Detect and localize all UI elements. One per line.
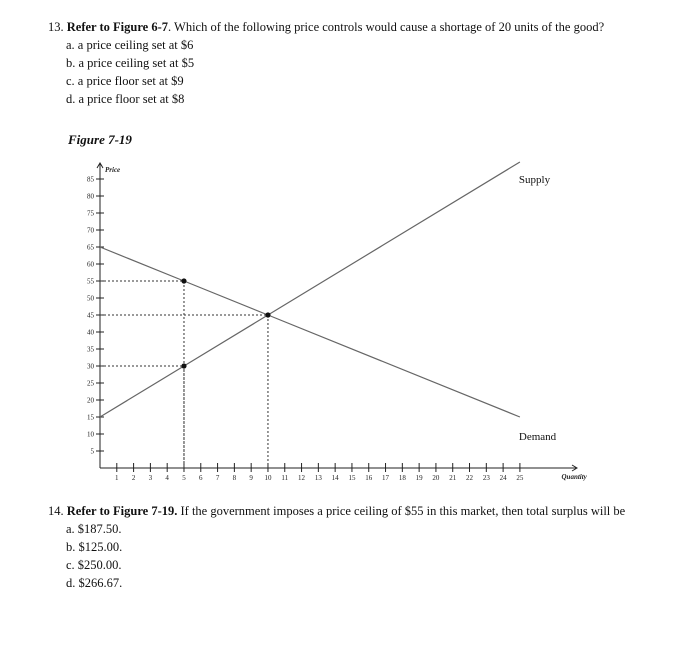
x-tick-label: 9 bbox=[249, 474, 253, 482]
question-14-option-d[interactable]: d. $266.67. bbox=[66, 576, 123, 590]
chart-labels bbox=[105, 166, 588, 481]
x-tick-label: 20 bbox=[432, 474, 440, 482]
x-tick-label: 18 bbox=[398, 474, 406, 482]
data-point bbox=[265, 312, 270, 317]
question-14-option-c[interactable]: c. $250.00. bbox=[66, 558, 122, 572]
question-13-option-d[interactable]: d. a price floor set at $8 bbox=[66, 92, 185, 106]
x-tick-label: 3 bbox=[148, 474, 153, 482]
x-tick-label: 11 bbox=[281, 474, 289, 482]
question-13-number: 13. bbox=[48, 20, 64, 34]
series-line-demand bbox=[100, 247, 520, 417]
y-tick-label: 40 bbox=[87, 328, 94, 337]
y-tick-label: 35 bbox=[87, 345, 94, 354]
y-tick-label: 85 bbox=[87, 175, 94, 184]
chart-points bbox=[181, 278, 270, 368]
y-tick-label: 10 bbox=[87, 430, 94, 439]
x-axis-label: Quantity bbox=[561, 473, 587, 481]
question-13-text: . Which of the following price controls would cause a shortage of 20 units of the good? bbox=[168, 20, 605, 34]
x-tick-label: 4 bbox=[165, 474, 169, 482]
question-14 bbox=[48, 502, 625, 592]
x-tick-label: 22 bbox=[466, 474, 474, 482]
y-tick-label: 15 bbox=[87, 413, 94, 422]
question-14-option-a[interactable]: a. $187.50. bbox=[66, 522, 122, 536]
y-tick-label: 55 bbox=[87, 277, 94, 286]
chart-guides bbox=[100, 281, 268, 468]
chart-axes bbox=[87, 163, 577, 482]
x-tick-label: 23 bbox=[482, 474, 490, 482]
x-tick-label: 6 bbox=[199, 474, 203, 482]
x-tick-label: 15 bbox=[348, 474, 356, 482]
chart-lines bbox=[100, 162, 520, 417]
question-14-option-b[interactable]: b. $125.00. bbox=[66, 540, 123, 554]
x-tick-label: 13 bbox=[314, 474, 322, 482]
data-point bbox=[181, 278, 186, 283]
question-13-figure-ref: Refer to Figure 6-7 bbox=[66, 20, 168, 34]
y-tick-label: 70 bbox=[87, 226, 94, 235]
question-14-number: 14. bbox=[48, 504, 64, 518]
figure-title: Figure 7-19 bbox=[68, 132, 132, 147]
series-label-supply: Supply bbox=[518, 174, 551, 186]
question-14-figure-ref: Refer to Figure 7-19. bbox=[66, 504, 178, 518]
question-13-option-b[interactable]: b. a price ceiling set at $5 bbox=[66, 56, 195, 70]
x-tick-label: 19 bbox=[415, 474, 423, 482]
y-tick-label: 25 bbox=[87, 379, 94, 388]
question-13-option-c[interactable]: c. a price floor set at $9 bbox=[66, 74, 184, 88]
data-point bbox=[181, 363, 186, 368]
x-tick-label: 12 bbox=[298, 474, 306, 482]
y-tick-label: 65 bbox=[87, 243, 94, 252]
y-axis-label: Price bbox=[105, 166, 121, 174]
y-tick-label: 80 bbox=[87, 192, 94, 201]
x-tick-label: 25 bbox=[516, 474, 524, 482]
y-tick-label: 45 bbox=[87, 311, 94, 320]
question-13-option-a[interactable]: a. a price ceiling set at $6 bbox=[66, 38, 194, 52]
series-label-demand: Demand bbox=[518, 431, 557, 443]
question-14-stem bbox=[48, 502, 625, 520]
x-tick-label: 8 bbox=[232, 474, 237, 482]
x-tick-label: 16 bbox=[365, 474, 373, 482]
y-tick-label: 60 bbox=[87, 260, 94, 269]
x-tick-label: 14 bbox=[331, 474, 339, 482]
x-tick-label: 5 bbox=[182, 474, 186, 482]
series-line-supply bbox=[100, 162, 520, 417]
y-tick-label: 20 bbox=[87, 396, 94, 405]
y-tick-label: 50 bbox=[87, 294, 94, 303]
x-tick-label: 17 bbox=[382, 474, 390, 482]
y-tick-label: 5 bbox=[90, 447, 94, 456]
y-tick-label: 30 bbox=[87, 362, 94, 371]
x-tick-label: 7 bbox=[215, 474, 220, 482]
question-14-text: If the government imposes a price ceiling of $55 in this market, then total surplus will be bbox=[177, 504, 626, 518]
x-tick-label: 21 bbox=[449, 474, 457, 482]
x-tick-label: 10 bbox=[264, 474, 272, 482]
x-tick-label: 1 bbox=[115, 474, 119, 482]
y-tick-label: 75 bbox=[87, 209, 94, 218]
x-tick-label: 24 bbox=[499, 474, 507, 482]
x-tick-label: 2 bbox=[131, 474, 136, 482]
